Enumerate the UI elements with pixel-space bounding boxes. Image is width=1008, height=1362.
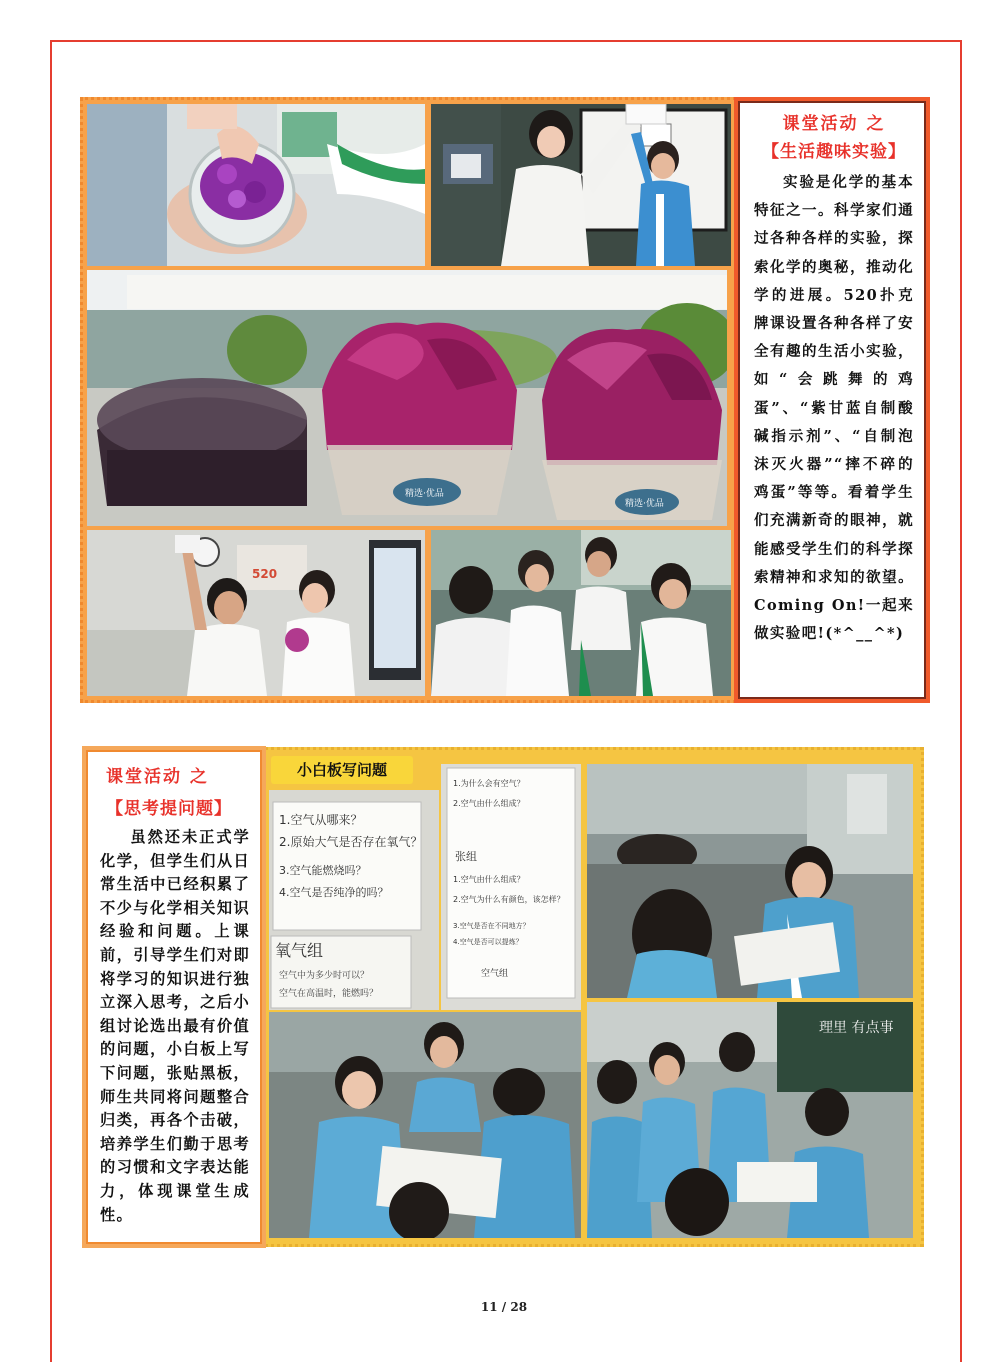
experiment-text-card-inner (738, 101, 926, 699)
wb-left-line3: 3.空气能燃烧吗？ (279, 864, 367, 877)
blackboard-text: 理里 有点事 (819, 1020, 894, 1036)
question-section-subtitle: 【思考提问题】 (106, 799, 232, 819)
wb-right-q5: 3.空气是否在不同地方？ (453, 922, 530, 930)
photo-cabbage-containers (87, 270, 727, 526)
photo-boy-experiment (87, 530, 425, 696)
experiment-text-card (734, 97, 930, 703)
photo-students-group (431, 530, 731, 696)
photo-whiteboard-right (441, 764, 581, 1010)
photo-whiteboard-left (269, 790, 439, 1010)
photo-group-discussion (269, 1012, 581, 1238)
wb-right-group: 张组 (455, 850, 477, 863)
board-520-text: 520 (252, 567, 278, 581)
photo-teacher-student (431, 104, 731, 266)
wb-right-line1: 1.为什么会有空气？ (453, 779, 525, 788)
photo-cabbage-bowl (87, 104, 425, 266)
question-text-card (82, 746, 266, 1248)
question-photo-collage (258, 747, 924, 1247)
box-label-center: 精选·优品 (405, 489, 444, 499)
wb-left-line4: 4.空气是否纯净的吗？ (279, 886, 389, 899)
wb-right-q4: 2.空气为什么有颜色，该怎样？ (453, 895, 565, 904)
box-label-right: 精选·优品 (625, 499, 664, 509)
wb-left-line2: 2.原始大气是否存在氧气？ (279, 835, 423, 849)
experiment-section-body: 实验是化学的基本特征之一。科学家们通过各种各样的实验，探索化学的奥秘，推动化学的进展。520扑克牌课设置各种各样了安全有趣的生活小实验，如“会跳舞的鸡蛋”、“紫甘蓝自制酸碱指示剂”、“自制泡沫灭火器”“摔不碎的鸡蛋”等等。看着学生们充满新奇的眼神，就能感受学生们的科学探索精神和求知的欲望。Coming On!一起来做实验吧!(*^__^*) (754, 174, 914, 643)
photo-girl-writing (587, 764, 913, 998)
wb-left-q5: 空气中为多少时可以？ (279, 971, 370, 981)
question-section-title: 课堂活动 之 (106, 767, 209, 787)
experiment-section-subtitle: 【生活趣味实验】 (762, 142, 906, 162)
experiment-section-title: 课堂活动 之 (782, 114, 886, 134)
photo-classroom-students (587, 1002, 913, 1238)
wb-right-line2: 2.空气由什么组成？ (453, 799, 525, 808)
question-text-card-inner (86, 750, 262, 1244)
wb-right-q6: 4.空气是否可以提炼？ (453, 938, 523, 946)
whiteboard-banner: 小白板写问题 (271, 756, 413, 784)
wb-left-q6: 空气在高温时，能燃吗？ (279, 989, 379, 999)
wb-right-sign: 空气组 (481, 969, 509, 979)
question-section-body: 虽然还未正式学化学，但学生们从日常生活中已经积累了不少与化学相关知识经验和问题。上课前，引导学生们对即将学习的知识进行独立深入思考，之后小组讨论选出最有价值的问题，小白板上写下问题，张贴黑板，师生共同将问题整合归类，再各个击破，培养学生们勤于思考的习惯和文字表达能力，体现课堂生成性。 (100, 828, 250, 1224)
wb-left-group: 氧气组 (275, 941, 324, 960)
wb-left-line1: 1.空气从哪来？ (279, 813, 363, 827)
wb-right-q3: 1.空气由什么组成？ (453, 875, 525, 884)
page-number: 11 / 28 (480, 1300, 528, 1314)
